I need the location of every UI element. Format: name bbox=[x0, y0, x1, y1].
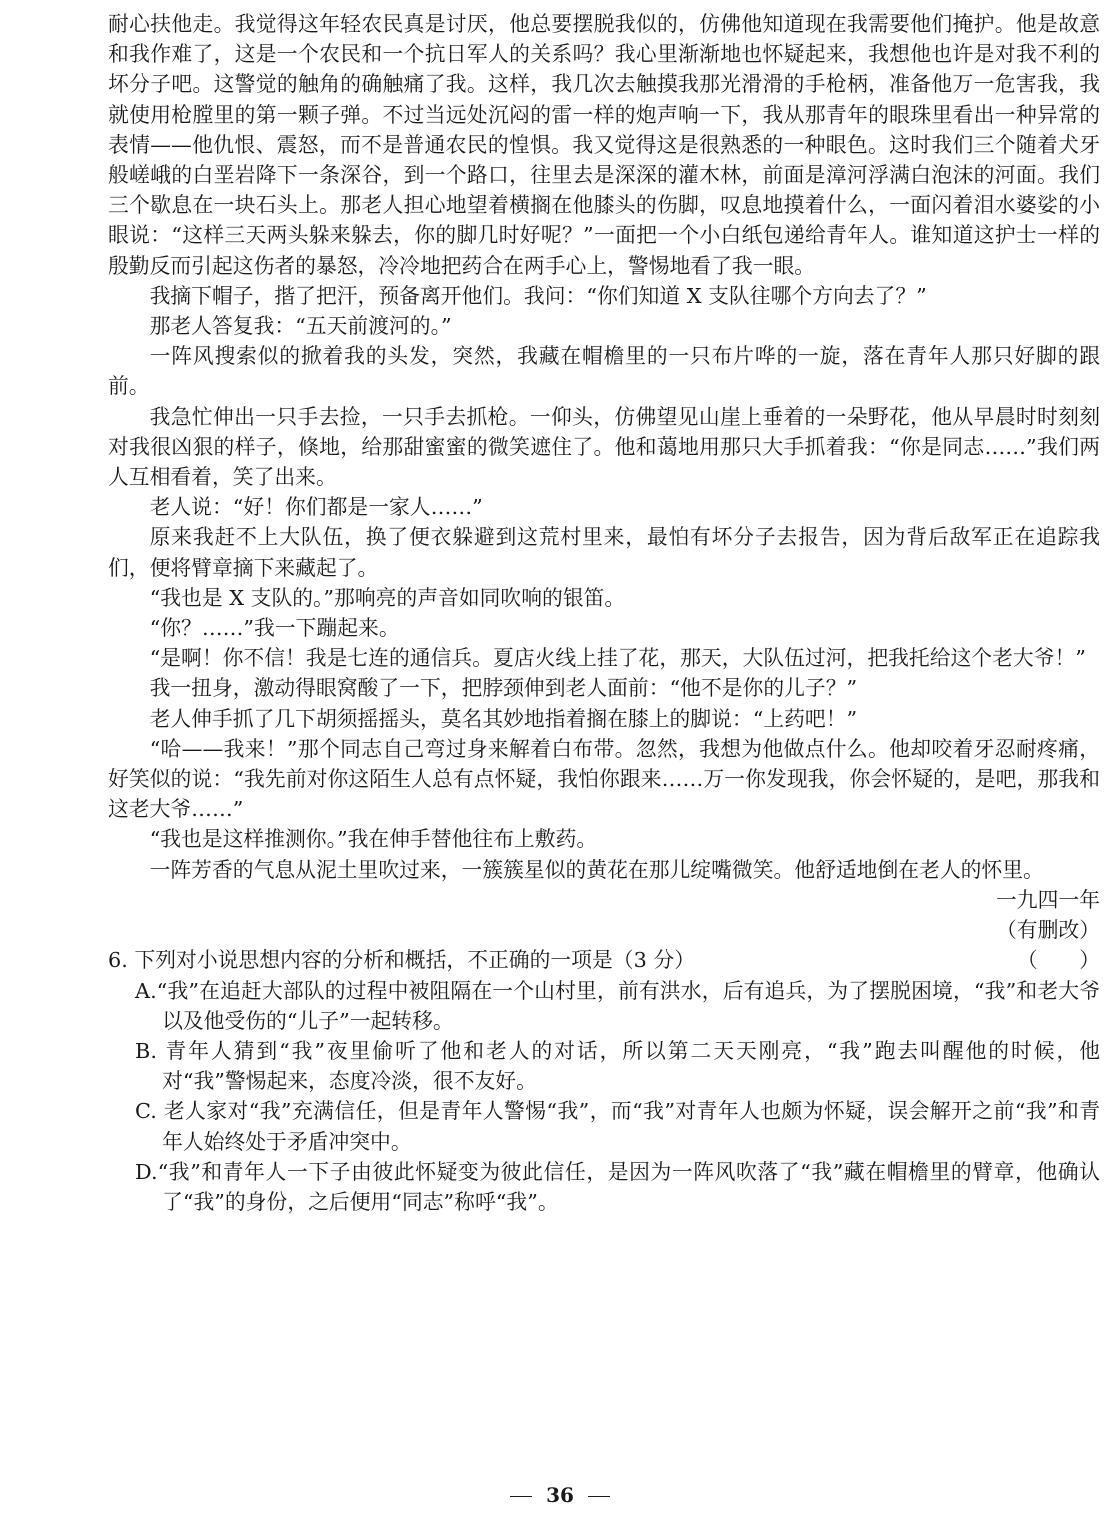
page-footer bbox=[0, 1480, 1120, 1510]
option-d: D.“我”和青年人一下子由彼此怀疑变为彼此信任，是因为一阵风吹落了“我”藏在帽檐里的臂章，他确认了“我”的身份，之后便用“同志”称呼“我”。 bbox=[135, 1159, 1100, 1214]
paragraph: 老人伸手抓了几下胡须摇摇头，莫名其妙地指着搁在膝上的脚说：“上药吧！” bbox=[149, 706, 858, 731]
footer-dash-left bbox=[510, 1496, 532, 1497]
paragraph: 我急忙伸出一只手去捡，一只手去抓枪。一仰头，仿佛望见山崖上垂着的一朵野花，他从早晨时时刻刻对我很凶狠的样子，倏地，给那甜蜜蜜的微笑遮住了。他和蔼地用那只大手抓着我：“你是同志……”我们两人互相看着，笑了出来。 bbox=[108, 404, 1100, 490]
question-stem bbox=[108, 945, 1100, 975]
paragraph: 老人说：“好！你们都是一家人……” bbox=[149, 495, 483, 520]
option-a: A.“我”在追赶大部队的过程中被阻隔在一个山村里，前有洪水，后有追兵，为了摆脱困境，“我”和老大爷以及他受伤的“儿子”一起转移。 bbox=[135, 978, 1100, 1033]
footer-dash-right bbox=[588, 1496, 610, 1497]
page-number: 36 bbox=[546, 1483, 574, 1507]
question-stem-text: 6. 下列对小说思想内容的分析和概括，不正确的一项是（3 分） bbox=[108, 948, 696, 973]
answer-blank: （ ） bbox=[1016, 948, 1100, 973]
paragraph: “你？……”我一下蹦起来。 bbox=[149, 616, 400, 641]
paragraph: 原来我赶不上大队伍，换了便衣躲避到这荒村里来，最怕有坏分子去报告，因为背后敌军正在追踪我们，便将臂章摘下来藏起了。 bbox=[108, 525, 1100, 580]
paragraph: 一阵风搜索似的掀着我的头发，突然，我藏在帽檐里的一只布片哗的一旋，落在青年人那只好脚的跟前。 bbox=[108, 344, 1100, 399]
paragraph: “哈——我来！”那个同志自己弯过身来解着白布带。忽然，我想为他做点什么。他却咬着牙忍耐疼痛，好笑似的说：“我先前对你这陌生人总有点怀疑，我怕你跟来……万一你发现我，你会怀疑的，是吧，那我和这老大爷……” bbox=[108, 736, 1100, 822]
paragraph: “我也是这样推测你。”我在伸手替他往布上敷药。 bbox=[149, 827, 598, 852]
paragraph: 耐心扶他走。我觉得这年轻农民真是讨厌，他总要摆脱我似的，仿佛他知道现在我需要他们掩护。他是故意和我作难了，这是一个农民和一个抗日军人的关系吗？我心里渐渐地也怀疑起来，我想他也许是对我不利的坏分子吧。这警觉的触角的确触痛了我。这样，我几次去触摸我那光滑滑的手枪柄，准备他万一危害我，我就使用枪膛里的第一颗子弹。不过当远处沉闷的雷一样的炮声响一下，我从那青年的眼珠里看出一种异常的表情——他仇恨、震怒，而不是普通农民的惶惧。我又觉得这是很熟悉的一种眼色。这时我们三个随着犬牙般嵯峨的白垩岩降下一条深谷，到一个路口，往里去是深深的灌木林，前面是漳河浮满白泡沫的河面。我们三个歇息在一块石头上。那老人担心地望着横搁在他膝头的伤脚，叹息地摸着什么，一面闪着泪水婆娑的小眼说：“这样三天两头躲来躲去，你的脚几时好呢？”一面把一个小白纸包递给青年人。谁知道这护士一样的殷勤反而引起这伤者的暴怒，冷冷地把药合在两手心上，警惕地看了我一眼。 bbox=[108, 12, 1100, 278]
option-c: C. 老人家对“我”充满信任，但是青年人警惕“我”，而“我”对青年人也颇为怀疑，误会解开之前“我”和青年人始终处于矛盾冲突中。 bbox=[135, 1099, 1100, 1154]
paragraph: “是啊！你不信！我是七连的通信兵。夏店火线上挂了花，那天，大队伍过河，把我托给这个老大爷！” bbox=[149, 646, 1086, 671]
paragraph: 我一扭身，激动得眼窝酸了一下，把脖颈伸到老人面前：“他不是你的儿子？” bbox=[149, 676, 858, 701]
paragraph: “我也是 X 支队的。”那响亮的声音如同吹响的银笛。 bbox=[149, 585, 626, 610]
paragraph: 一阵芳香的气息从泥土里吹过来，一簇簇星似的黄花在那儿绽嘴微笑。他舒适地倒在老人的怀里。 bbox=[149, 857, 1044, 882]
article-page bbox=[108, 9, 1100, 1217]
date-line: 一九四一年 bbox=[996, 887, 1100, 912]
edit-note: （有删改） bbox=[996, 918, 1100, 943]
paragraph: 我摘下帽子，揩了把汗，预备离开他们。我问：“你们知道 X 支队往哪个方向去了？” bbox=[149, 283, 927, 308]
option-b: B. 青年人猜到“我”夜里偷听了他和老人的对话，所以第二天天刚亮，“我”跑去叫醒他的时候，他对“我”警惕起来，态度冷淡，很不友好。 bbox=[135, 1038, 1100, 1094]
paragraph: 那老人答复我：“五天前渡河的。” bbox=[149, 314, 452, 339]
